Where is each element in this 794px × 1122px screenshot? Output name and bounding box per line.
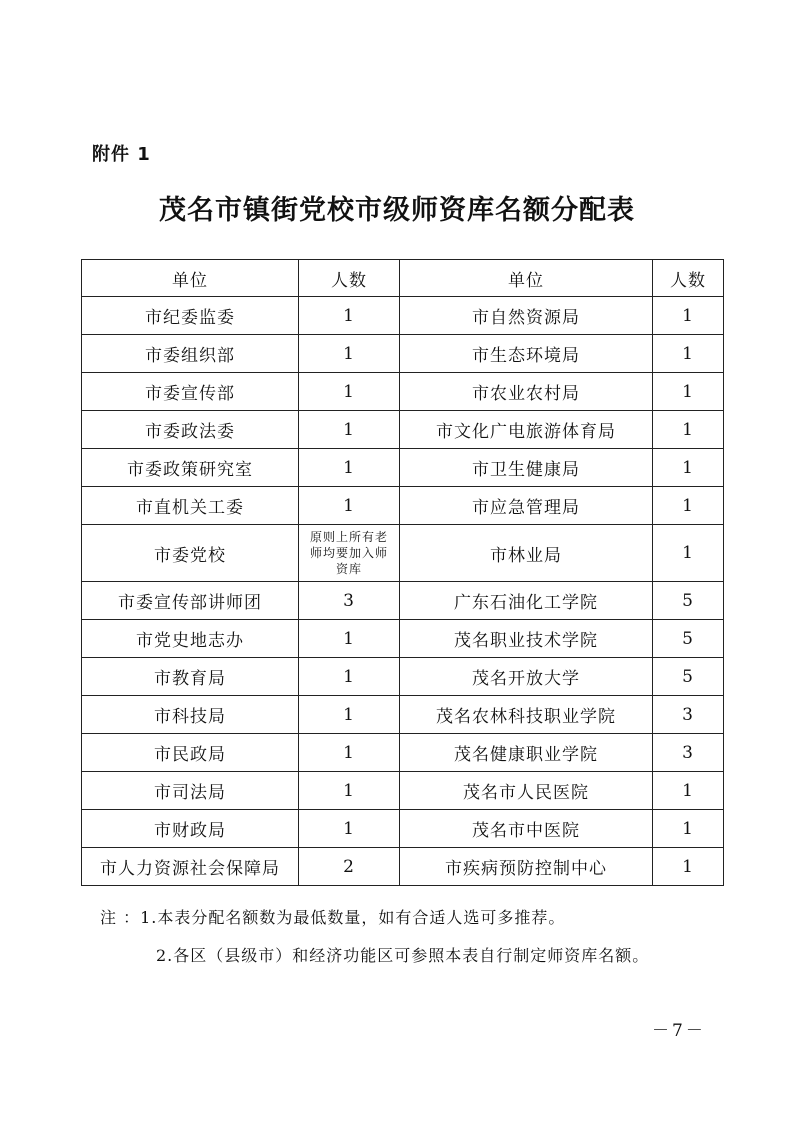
table-row — [82, 696, 724, 734]
count-cell: 5 — [653, 582, 724, 620]
attachment-label: 附件 1 — [92, 144, 151, 165]
unit-cell: 市司法局 — [82, 772, 299, 810]
count-cell: 3 — [653, 734, 724, 772]
count-note-cell: 原则上所有老师均要加入师资库 — [299, 525, 400, 582]
unit-cell: 广东石油化工学院 — [400, 582, 653, 620]
unit-cell: 市教育局 — [82, 658, 299, 696]
table-header-row — [82, 260, 724, 297]
count-cell: 1 — [299, 335, 400, 373]
table-row — [82, 620, 724, 658]
table-row — [82, 658, 724, 696]
count-cell: 1 — [299, 772, 400, 810]
unit-cell: 市农业农村局 — [400, 373, 653, 411]
unit-cell: 市卫生健康局 — [400, 449, 653, 487]
count-cell: 1 — [299, 373, 400, 411]
count-cell: 1 — [299, 658, 400, 696]
count-cell: 1 — [299, 449, 400, 487]
unit-cell: 市林业局 — [400, 525, 653, 582]
header-count-right: 人数 — [653, 260, 724, 297]
unit-cell: 市委宣传部 — [82, 373, 299, 411]
table-row — [82, 810, 724, 848]
table-row — [82, 734, 724, 772]
unit-cell: 茂名开放大学 — [400, 658, 653, 696]
unit-cell: 市文化广电旅游体育局 — [400, 411, 653, 449]
unit-cell: 市应急管理局 — [400, 487, 653, 525]
unit-cell: 茂名农林科技职业学院 — [400, 696, 653, 734]
unit-cell: 市纪委监委 — [82, 297, 299, 335]
count-cell: 1 — [299, 734, 400, 772]
header-count-left: 人数 — [299, 260, 400, 297]
unit-cell: 市委宣传部讲师团 — [82, 582, 299, 620]
count-cell: 1 — [653, 297, 724, 335]
document-title: 茂名市镇街党校市级师资库名额分配表 — [159, 195, 635, 226]
unit-cell: 茂名职业技术学院 — [400, 620, 653, 658]
note-1: 注 ：1.本表分配名额数为最低数量，如有合适人选可多推荐。 — [100, 908, 566, 927]
count-cell: 1 — [299, 297, 400, 335]
table-row — [82, 772, 724, 810]
unit-cell: 市生态环境局 — [400, 335, 653, 373]
count-cell: 5 — [653, 658, 724, 696]
unit-cell: 茂名健康职业学院 — [400, 734, 653, 772]
header-unit-left: 单位 — [82, 260, 299, 297]
count-cell: 1 — [299, 810, 400, 848]
table-row — [82, 487, 724, 525]
count-cell: 1 — [653, 810, 724, 848]
table-row — [82, 525, 724, 582]
unit-cell: 市委组织部 — [82, 335, 299, 373]
table-row — [82, 582, 724, 620]
unit-cell: 市直机关工委 — [82, 487, 299, 525]
count-cell: 1 — [653, 411, 724, 449]
count-cell: 1 — [653, 772, 724, 810]
header-unit-right: 单位 — [400, 260, 653, 297]
table-row — [82, 297, 724, 335]
count-cell: 1 — [653, 449, 724, 487]
table-row — [82, 335, 724, 373]
unit-cell: 市科技局 — [82, 696, 299, 734]
unit-cell: 市委政法委 — [82, 411, 299, 449]
unit-cell: 茂名市人民医院 — [400, 772, 653, 810]
count-cell: 3 — [653, 696, 724, 734]
unit-cell: 市民政局 — [82, 734, 299, 772]
count-cell: 1 — [653, 335, 724, 373]
note-2: 2.各区（县级市）和经济功能区可参照本表自行制定师资库名额。 — [156, 946, 650, 965]
unit-cell: 市党史地志办 — [82, 620, 299, 658]
count-cell: 1 — [299, 696, 400, 734]
count-cell: 1 — [299, 411, 400, 449]
count-cell: 1 — [653, 848, 724, 886]
unit-cell: 市疾病预防控制中心 — [400, 848, 653, 886]
count-cell: 1 — [299, 620, 400, 658]
count-cell: 3 — [299, 582, 400, 620]
count-cell: 1 — [299, 487, 400, 525]
table-row — [82, 848, 724, 886]
count-cell: 2 — [299, 848, 400, 886]
table-row — [82, 411, 724, 449]
page-number: －7－ — [652, 1021, 706, 1041]
table-row — [82, 373, 724, 411]
unit-cell: 市委党校 — [82, 525, 299, 582]
unit-cell: 市财政局 — [82, 810, 299, 848]
allocation-table — [81, 259, 724, 886]
count-cell: 1 — [653, 525, 724, 582]
unit-cell: 茂名市中医院 — [400, 810, 653, 848]
count-cell: 1 — [653, 373, 724, 411]
table-row — [82, 449, 724, 487]
unit-cell: 市自然资源局 — [400, 297, 653, 335]
count-cell: 5 — [653, 620, 724, 658]
count-cell: 1 — [653, 487, 724, 525]
unit-cell: 市委政策研究室 — [82, 449, 299, 487]
unit-cell: 市人力资源社会保障局 — [82, 848, 299, 886]
